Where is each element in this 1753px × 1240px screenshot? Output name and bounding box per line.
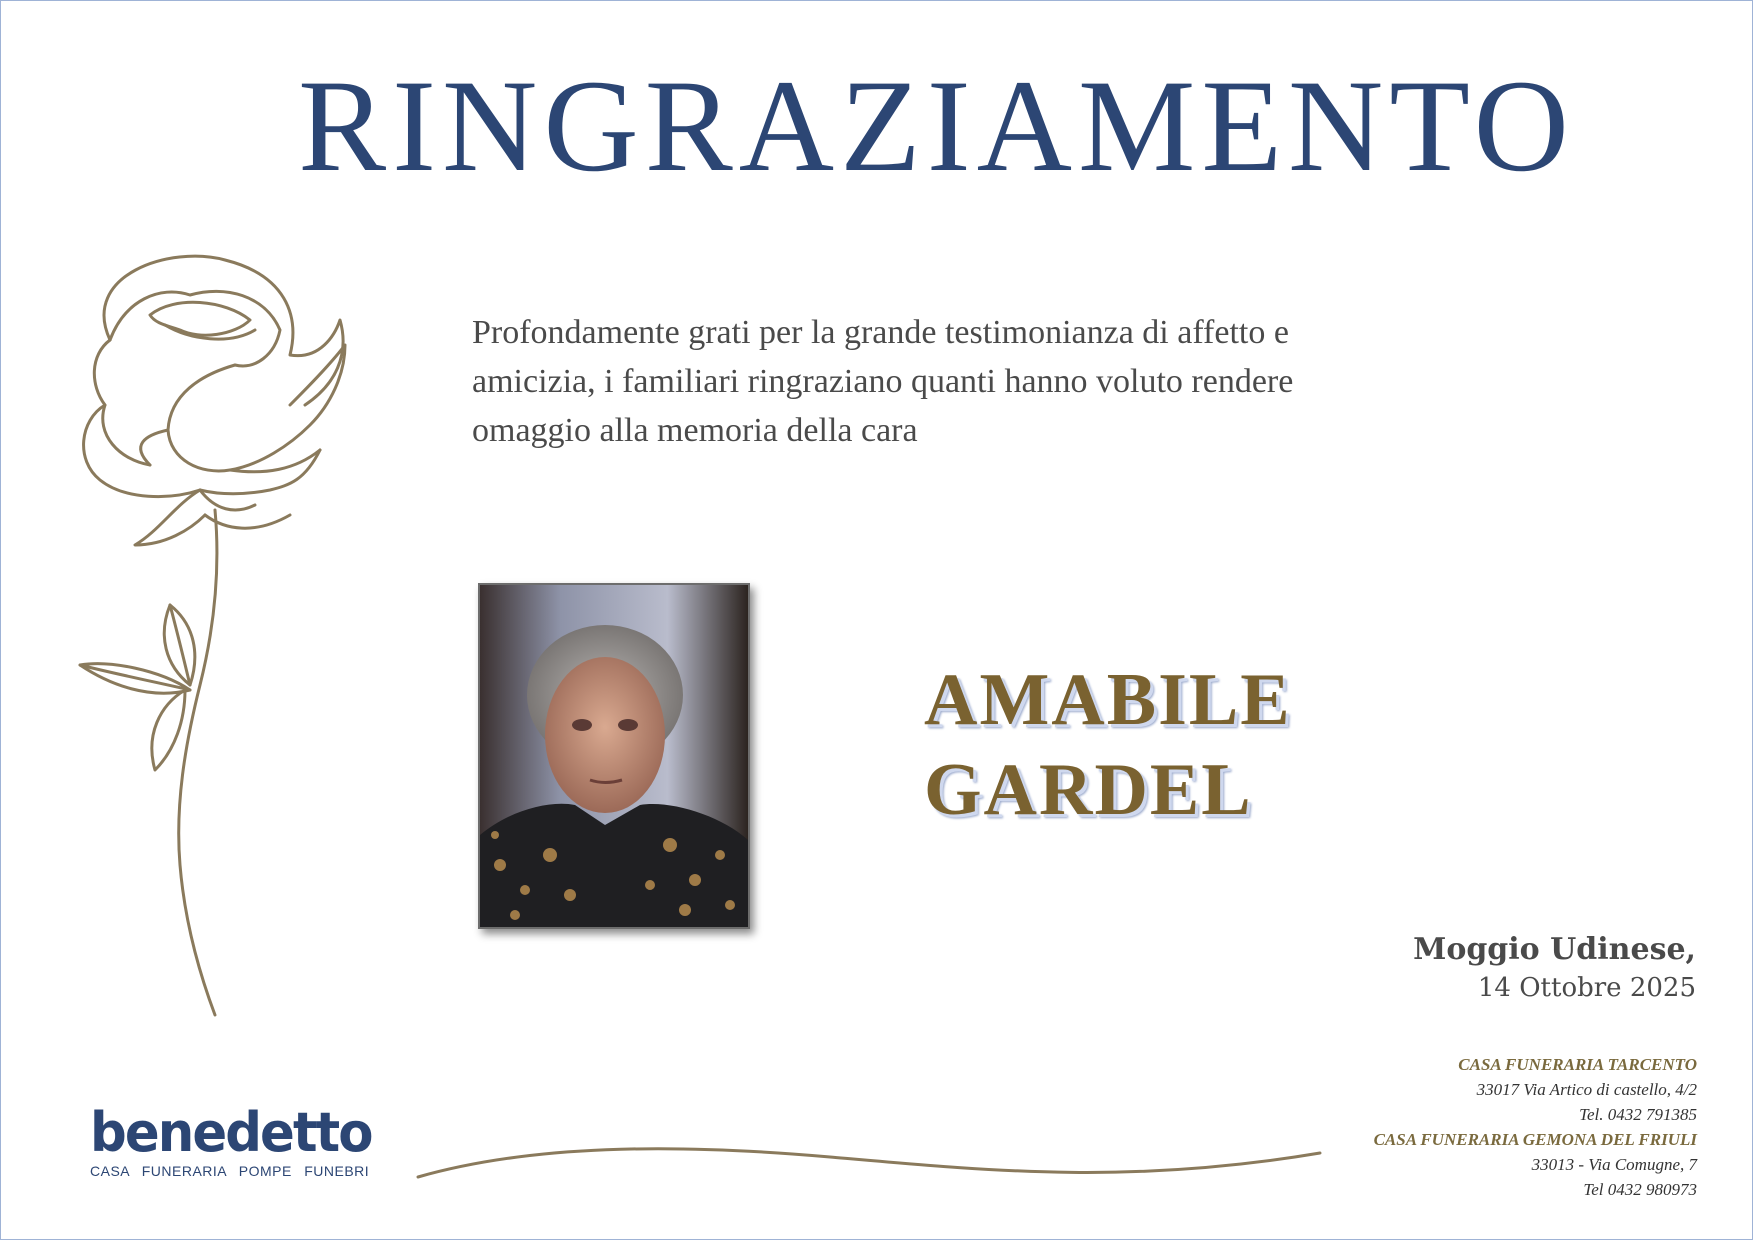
thank-you-message <box>472 308 1412 455</box>
message-line: Profondamente grati per la grande testimonianza di affetto e <box>472 314 1289 351</box>
deceased-name <box>924 655 1292 835</box>
message-line: amicizia, i familiari ringraziano quanti hanno voluto rendere <box>472 363 1294 400</box>
decorative-swoosh-icon <box>410 1135 1330 1195</box>
funeral-home-contacts <box>1374 1052 1697 1202</box>
date: 14 Ottobre 2025 <box>1477 973 1696 1003</box>
rose-illustration-icon <box>50 245 370 1035</box>
brand-subtitle: CASA FUNERARIA POMPE FUNEBRI <box>90 1163 370 1179</box>
funeral-home-phone: Tel 0432 980973 <box>1583 1180 1697 1199</box>
funeral-home-address: 33017 Via Artico di castello, 4/2 <box>1476 1080 1697 1099</box>
funeral-home-phone: Tel. 0432 791385 <box>1579 1105 1697 1124</box>
page-title: RINGRAZIAMENTO <box>298 52 1575 199</box>
message-line: omaggio alla memoria della cara <box>472 412 918 449</box>
funeral-home-name: CASA FUNERARIA GEMONA DEL FRIULI <box>1373 1130 1697 1149</box>
first-name: AMABILE <box>924 659 1292 741</box>
place-date <box>1413 930 1696 1006</box>
deceased-portrait <box>478 583 750 929</box>
last-name: GARDEL <box>924 749 1253 831</box>
funeral-home-address: 33013 - Via Comugne, 7 <box>1531 1155 1697 1174</box>
brand-logo <box>90 1101 386 1179</box>
city: Moggio Udinese, <box>1413 932 1696 967</box>
funeral-home-name: CASA FUNERARIA TARCENTO <box>1458 1055 1697 1074</box>
brand-name: benedetto <box>90 1101 372 1164</box>
